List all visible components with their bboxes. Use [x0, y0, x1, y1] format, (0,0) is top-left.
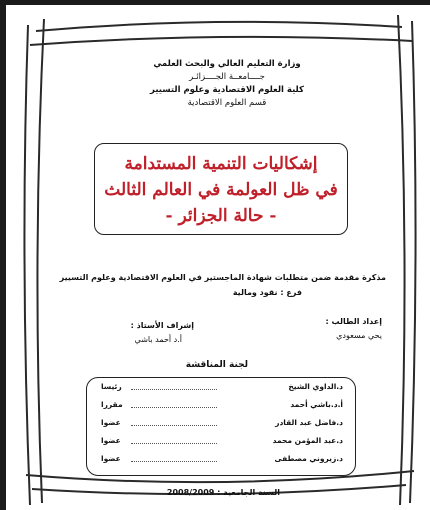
dotted-leader	[131, 425, 217, 426]
jury-member-name: د.زيروني مصطفى	[274, 454, 343, 463]
dotted-leader	[131, 461, 217, 462]
faculty-name: كلية العلوم الاقتصادية وعلوم التسيير	[150, 85, 304, 95]
jury-member-name: د.عبد المؤمن محمد	[272, 436, 343, 445]
jury-member-role: عضوا	[101, 454, 121, 463]
student-label: إعداد الطالب :	[325, 317, 382, 326]
title-line-3: - حالة الجزائر -	[165, 206, 277, 226]
jury-member-name: أ.د.باشي أحمد	[290, 400, 343, 409]
jury-member-role: رئيسا	[101, 382, 122, 391]
department-name: قسم العلوم الاقتصادية	[187, 98, 267, 108]
jury-row	[87, 400, 355, 418]
supervisor-label: إشراف الأستاذ :	[130, 321, 194, 330]
jury-member-role: عضوا	[101, 436, 121, 445]
thesis-description: مذكرة مقدمة ضمن متطلبات شهادة الماجستير في العلوم الاقتصادية وعلوم التسيير	[59, 273, 386, 282]
dotted-leader	[131, 407, 217, 408]
jury-row	[87, 418, 355, 436]
jury-row	[87, 436, 355, 454]
thesis-title-box	[94, 143, 348, 235]
jury-row	[87, 382, 355, 400]
dotted-leader	[131, 389, 217, 390]
jury-member-name: د.الداوي الشيخ	[288, 382, 343, 391]
jury-member-role: مقررا	[101, 400, 123, 409]
jury-member-role: عضوا	[101, 418, 121, 427]
title-line-1: إشكاليات التنمية المستدامة	[124, 154, 318, 174]
thesis-branch: فرع : نقود ومالية	[232, 288, 302, 297]
title-line-2: في ظل العولمة في العالم الثالث	[104, 180, 338, 200]
dotted-leader	[131, 443, 217, 444]
document-page	[6, 5, 430, 510]
ministry-name: وزارة التعليم العالي والبحث العلمي	[153, 59, 301, 69]
supervisor-name: أ.د أحمد باشي	[134, 335, 182, 344]
jury-box	[86, 377, 356, 476]
jury-title: لجنة المناقشة	[185, 360, 248, 370]
university-name: جــــامعــة الجــــزائـر	[189, 72, 265, 82]
jury-member-name: د.فاضل عبد القادر	[275, 418, 343, 427]
jury-row	[87, 454, 355, 472]
academic-year: السنة الجامعية : 2008/2009	[166, 488, 280, 497]
student-name: يحي مسعودي	[336, 331, 382, 340]
